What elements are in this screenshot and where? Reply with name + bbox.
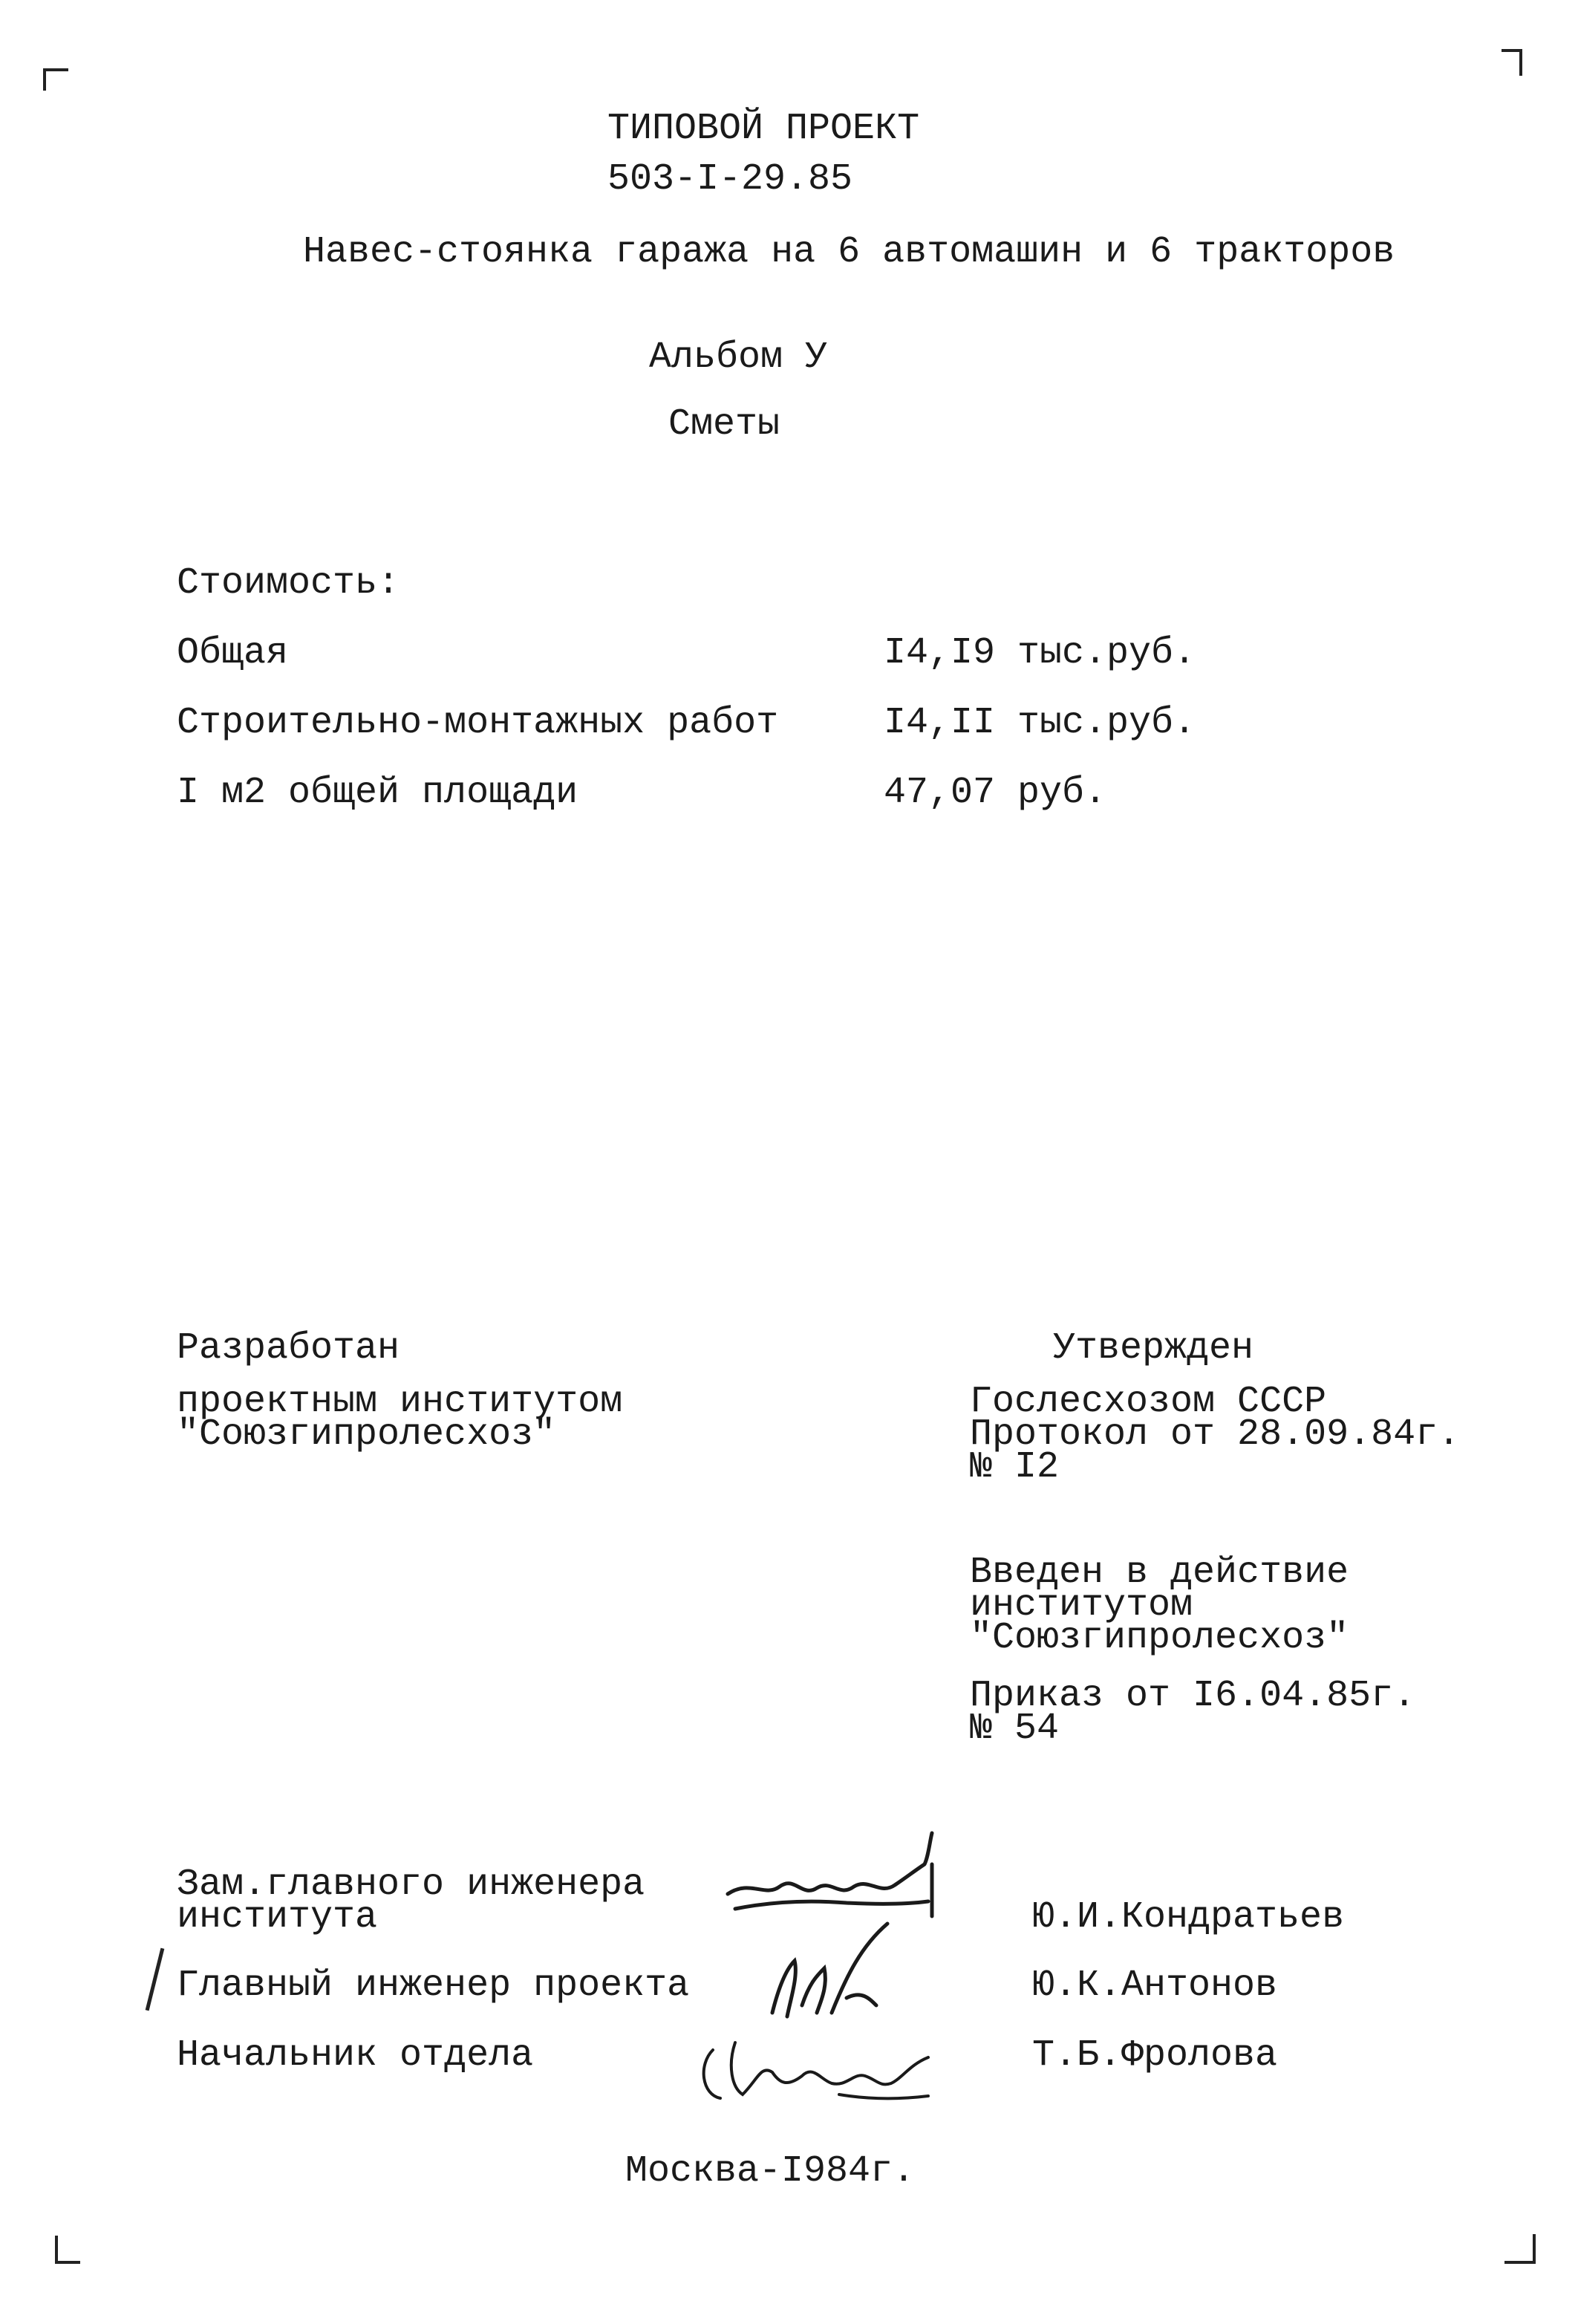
introduced-line: Введен в действие	[970, 1552, 1349, 1594]
album-label: Альбом У	[649, 336, 828, 379]
cost-row-label: Строительно-монтажных работ	[177, 702, 779, 744]
section-label: Сметы	[668, 403, 780, 446]
developed-heading: Разработан	[177, 1327, 400, 1370]
cost-row-label: I м2 общей площади	[177, 772, 578, 814]
cost-heading: Стоимость:	[177, 562, 400, 605]
cost-row-value: 47,07 руб.	[884, 772, 1107, 814]
cost-row-value: I4,II тыс.руб.	[884, 702, 1196, 744]
developed-line: проектным институтом	[177, 1381, 623, 1423]
cost-row-value: I4,I9 тыс.руб.	[884, 632, 1196, 674]
developed-line: "Союзгипролесхоз"	[177, 1413, 556, 1456]
introduced-line: "Союзгипролесхоз"	[970, 1617, 1349, 1659]
signatory-name: Ю.К.Антонов	[1032, 1965, 1278, 2007]
signature-frolova	[691, 2013, 965, 2117]
project-series: ТИПОВОЙ ПРОЕКТ	[607, 108, 920, 150]
project-title: Навес-стоянка гаража на 6 автомашин и 6 тракторов	[303, 231, 1395, 273]
signatory-name: Т.Б.Фролова	[1032, 2034, 1278, 2077]
signatory-role: института	[177, 1896, 378, 1939]
approved-line: Гослесхозом СССР	[970, 1381, 1327, 1423]
introduced-line: Приказ от I6.04.85г.	[970, 1675, 1416, 1717]
cost-row-label: Общая	[177, 632, 289, 674]
signatory-role: Начальник отдела	[177, 2034, 534, 2077]
city-year: Москва-I984г.	[625, 2150, 916, 2193]
approved-heading: Утвержден	[1053, 1327, 1254, 1370]
approved-line: Протокол от 28.09.84г.	[970, 1413, 1461, 1456]
signatory-name: Ю.И.Кондратьев	[1032, 1896, 1345, 1939]
signatory-role: Зам.главного инженера	[177, 1864, 645, 1906]
signatory-role: Главный инженер проекта	[177, 1965, 690, 2007]
project-number: 503-I-29.85	[607, 158, 853, 201]
introduced-line: институтом	[970, 1584, 1193, 1627]
introduced-line: № 54	[970, 1708, 1060, 1750]
approved-line: № I2	[970, 1446, 1060, 1488]
